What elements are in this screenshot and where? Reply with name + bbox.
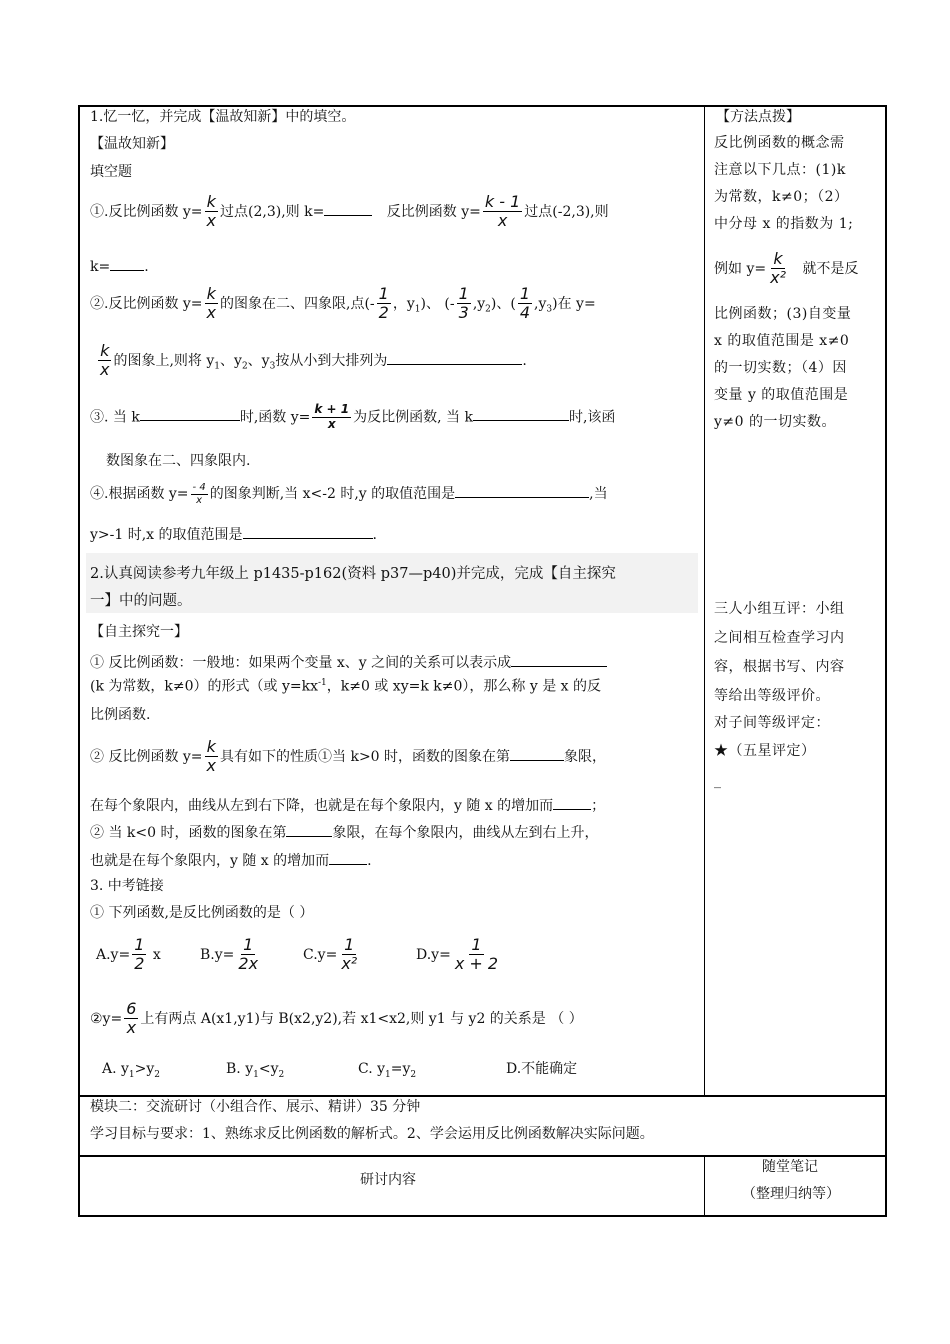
answer-blank[interactable] [387, 350, 522, 365]
answer-blank[interactable] [286, 822, 332, 837]
table-divider-vertical [704, 105, 705, 1096]
q2-line1: 2.认真阅读参考九年级上 p1435-p162(资料 p37—p40)并完成，完成【自主探究 [90, 566, 616, 582]
fraction-neg4-over-x: $\frac{- 4}{x}$ [192, 482, 206, 506]
fraction-k-plus-1-over-x: $\frac{k + 1}{x}$ [314, 402, 350, 431]
fraction-one-half: $\frac{1}{2}$ [378, 284, 389, 323]
fraction-k-over-x: $\frac{k}{x}$ [206, 737, 217, 776]
item-1-cont: k= . [90, 256, 149, 276]
table-divider-vertical-bottom [704, 1155, 705, 1215]
option-d[interactable]: D.y= $\frac{1}{x + 2}$ [416, 935, 499, 974]
class-notes-header: 随堂笔记 [762, 1159, 818, 1175]
explore-2-line4: 也就是在每个象限内，y 随 x 的增加而 . [90, 850, 372, 870]
fraction-six-over-x: $\frac{6}{x}$ [126, 999, 137, 1038]
q1-intro: 1.忆一忆，并完成【温故知新】中的填空。 [90, 109, 356, 125]
sidebar-evaluation: 三人小组互评：小组 之间相互检查学习内 容，根据书写、内容 等给出等级评价。 对子间等级评定： ★（五星评定） _ [714, 601, 845, 789]
option-c[interactable]: C.y= $\frac{1}{\text{x²}}$ [303, 935, 358, 974]
answer-blank[interactable] [455, 483, 589, 498]
item-4-cont: y>-1 时,x 的取值范围是 . [90, 524, 377, 544]
option-a[interactable]: A.y= $\frac{1}{2}$ x [96, 935, 161, 974]
sidebar-notes: 反比例函数的概念需 注意以下几点：(1)k 为常数，k≠0；（2） 中分母 x 的指数为 1; [714, 135, 854, 232]
answer-blank[interactable] [553, 795, 591, 810]
fraction-k-minus-1-over-x: $\frac{k - 1}{x}$ [484, 192, 521, 231]
answer-blank[interactable] [243, 524, 373, 539]
module2-goals: 学习目标与要求：1、熟练求反比例函数的解析式。2、学会运用反比例函数解决实际问题。 [90, 1126, 654, 1142]
table-row-divider-2 [78, 1155, 887, 1157]
answer-blank[interactable] [329, 850, 367, 865]
item-3-cont: 数图象在二、四象限内. [106, 453, 251, 469]
fraction-one-third: $\frac{1}{3}$ [458, 284, 469, 323]
option-b[interactable]: B.y= $\frac{1}{2x}$ [200, 935, 259, 974]
answer-blank[interactable] [473, 406, 569, 421]
answer-blank[interactable] [511, 652, 607, 667]
explore-1-end: 比例函数. [90, 707, 151, 723]
item-2: ②.反比例函数 y= $\frac{k}{x}$ 的图象在二、四象限,点(- $\frac{1}{2}$ ，$y_1$)、 (- $\frac{1}{3}$ $,y_2$)、( $\frac{1}{4}$ $,y_3$)在 y= [90, 284, 596, 323]
answer-blank[interactable] [110, 256, 144, 271]
table-left-border [78, 105, 80, 1217]
fill-title: 填空题 [90, 164, 132, 180]
explore-2-line2: 在每个象限内，曲线从左到右下降，也就是在每个象限内，y 随 x 的增加而 ； [90, 795, 605, 815]
q3-title: 3. 中考链接 [90, 878, 164, 894]
zztj-title: 【自主探究一】 [90, 624, 188, 640]
q2-line2: 一】中的问题。 [90, 593, 192, 609]
class-notes-subheader: （整理归纳等） [742, 1186, 840, 1202]
answer-blank[interactable] [140, 406, 240, 421]
item-4: ④.根据函数 y= $\frac{- 4}{x}$ 的图象判断,当 x<-2 时,y 的取值范围是 ,当 [90, 482, 608, 506]
sidebar-example: 例如 y= $\frac{k}{\text{x²}}$ 就不是反 [714, 249, 859, 288]
fraction-k-over-x-squared: $\frac{k}{\text{x²}}$ [770, 249, 786, 288]
fraction-k-over-x: $\frac{k}{x}$ [206, 284, 217, 323]
table-right-border [885, 105, 887, 1217]
table-bottom-border [78, 1215, 887, 1217]
option-2c[interactable]: C. $y_1=y_2$ [358, 1061, 417, 1080]
option-2d[interactable]: D.不能确定 [506, 1061, 578, 1077]
fraction-one-over-x-plus-2: $\frac{1}{x + 2}$ [454, 935, 499, 974]
answer-blank[interactable] [324, 201, 372, 216]
fraction-one-over-2x: $\frac{1}{2x}$ [238, 935, 259, 974]
module2-heading: 模块二：交流研讨（小组合作、展示、精讲）35 分钟 [90, 1099, 421, 1115]
fraction-one-quarter: $\frac{1}{4}$ [519, 284, 531, 323]
item-2-cont: $\frac{k}{x}$ 的图象上,则将 $y_1$、$y_2$、$y_3$按从小到大排列为 . [100, 341, 527, 380]
sidebar-title: 【方法点拨】 [716, 109, 800, 125]
fraction-k-over-x: $\frac{k}{x}$ [100, 341, 110, 380]
table-top-border [78, 105, 887, 107]
fraction-one-half: $\frac{1}{2}$ [134, 935, 145, 974]
choice-question-2: ②y= $\frac{6}{x}$ 上有两点 A(x1,y1)与 B(x2,y2),若 x1<x2,则 y1 与 y2 的关系是 （ ） [90, 999, 583, 1038]
item-1: ①.反比例函数 y= $\frac{k}{x}$ 过点(2,3),则 k= 反比例函数 y= $\frac{k - 1}{x}$ 过点(-2,3),则 [90, 192, 609, 231]
explore-1: ① 反比例函数：一般地：如果两个变量 x、y 之间的关系可以表示成 [90, 652, 607, 672]
explore-2-line3: ② 当 k<0 时，函数的图象在第 象限，在每个象限内，曲线从左到右上升， [90, 822, 598, 842]
explore-2: ② 反比例函数 y= $\frac{k}{x}$ 具有如下的性质①当 k>0 时，函数的图象在第 象限， [90, 737, 607, 776]
fraction-one-over-x-squared: $\frac{1}{\text{x²}}$ [341, 935, 358, 974]
explore-1-cont: (k 为常数，k≠0）的形式（或 $y=kx^{-1}$，k≠0 或 xy=k k≠0），那么称 y 是 x 的反 [90, 678, 601, 695]
answer-blank[interactable] [510, 746, 564, 761]
table-row-divider-1 [78, 1095, 887, 1097]
wgzx-title: 【温故知新】 [90, 136, 174, 152]
fraction-k-over-x: $\frac{k}{x}$ [206, 192, 217, 231]
choice-question-1: ① 下列函数,是反比例函数的是（ ） [90, 905, 314, 921]
item-3: ③. 当 k 时,函数 y= $\frac{k + 1}{x}$ 为反比例函数, 当 k 时,该函 [90, 402, 616, 431]
sidebar-notes-2: 比例函数；(3)自变量 x 的取值范围是 x≠0 的一切实数；（4）因 变量 y 的取值范围是 y≠0 的一切实数。 [714, 306, 852, 430]
option-2a[interactable]: A. $y_1>y_2$ [102, 1061, 161, 1080]
discussion-content-header: 研讨内容 [360, 1172, 416, 1188]
option-2b[interactable]: B. $y_1<y_2$ [226, 1061, 285, 1080]
